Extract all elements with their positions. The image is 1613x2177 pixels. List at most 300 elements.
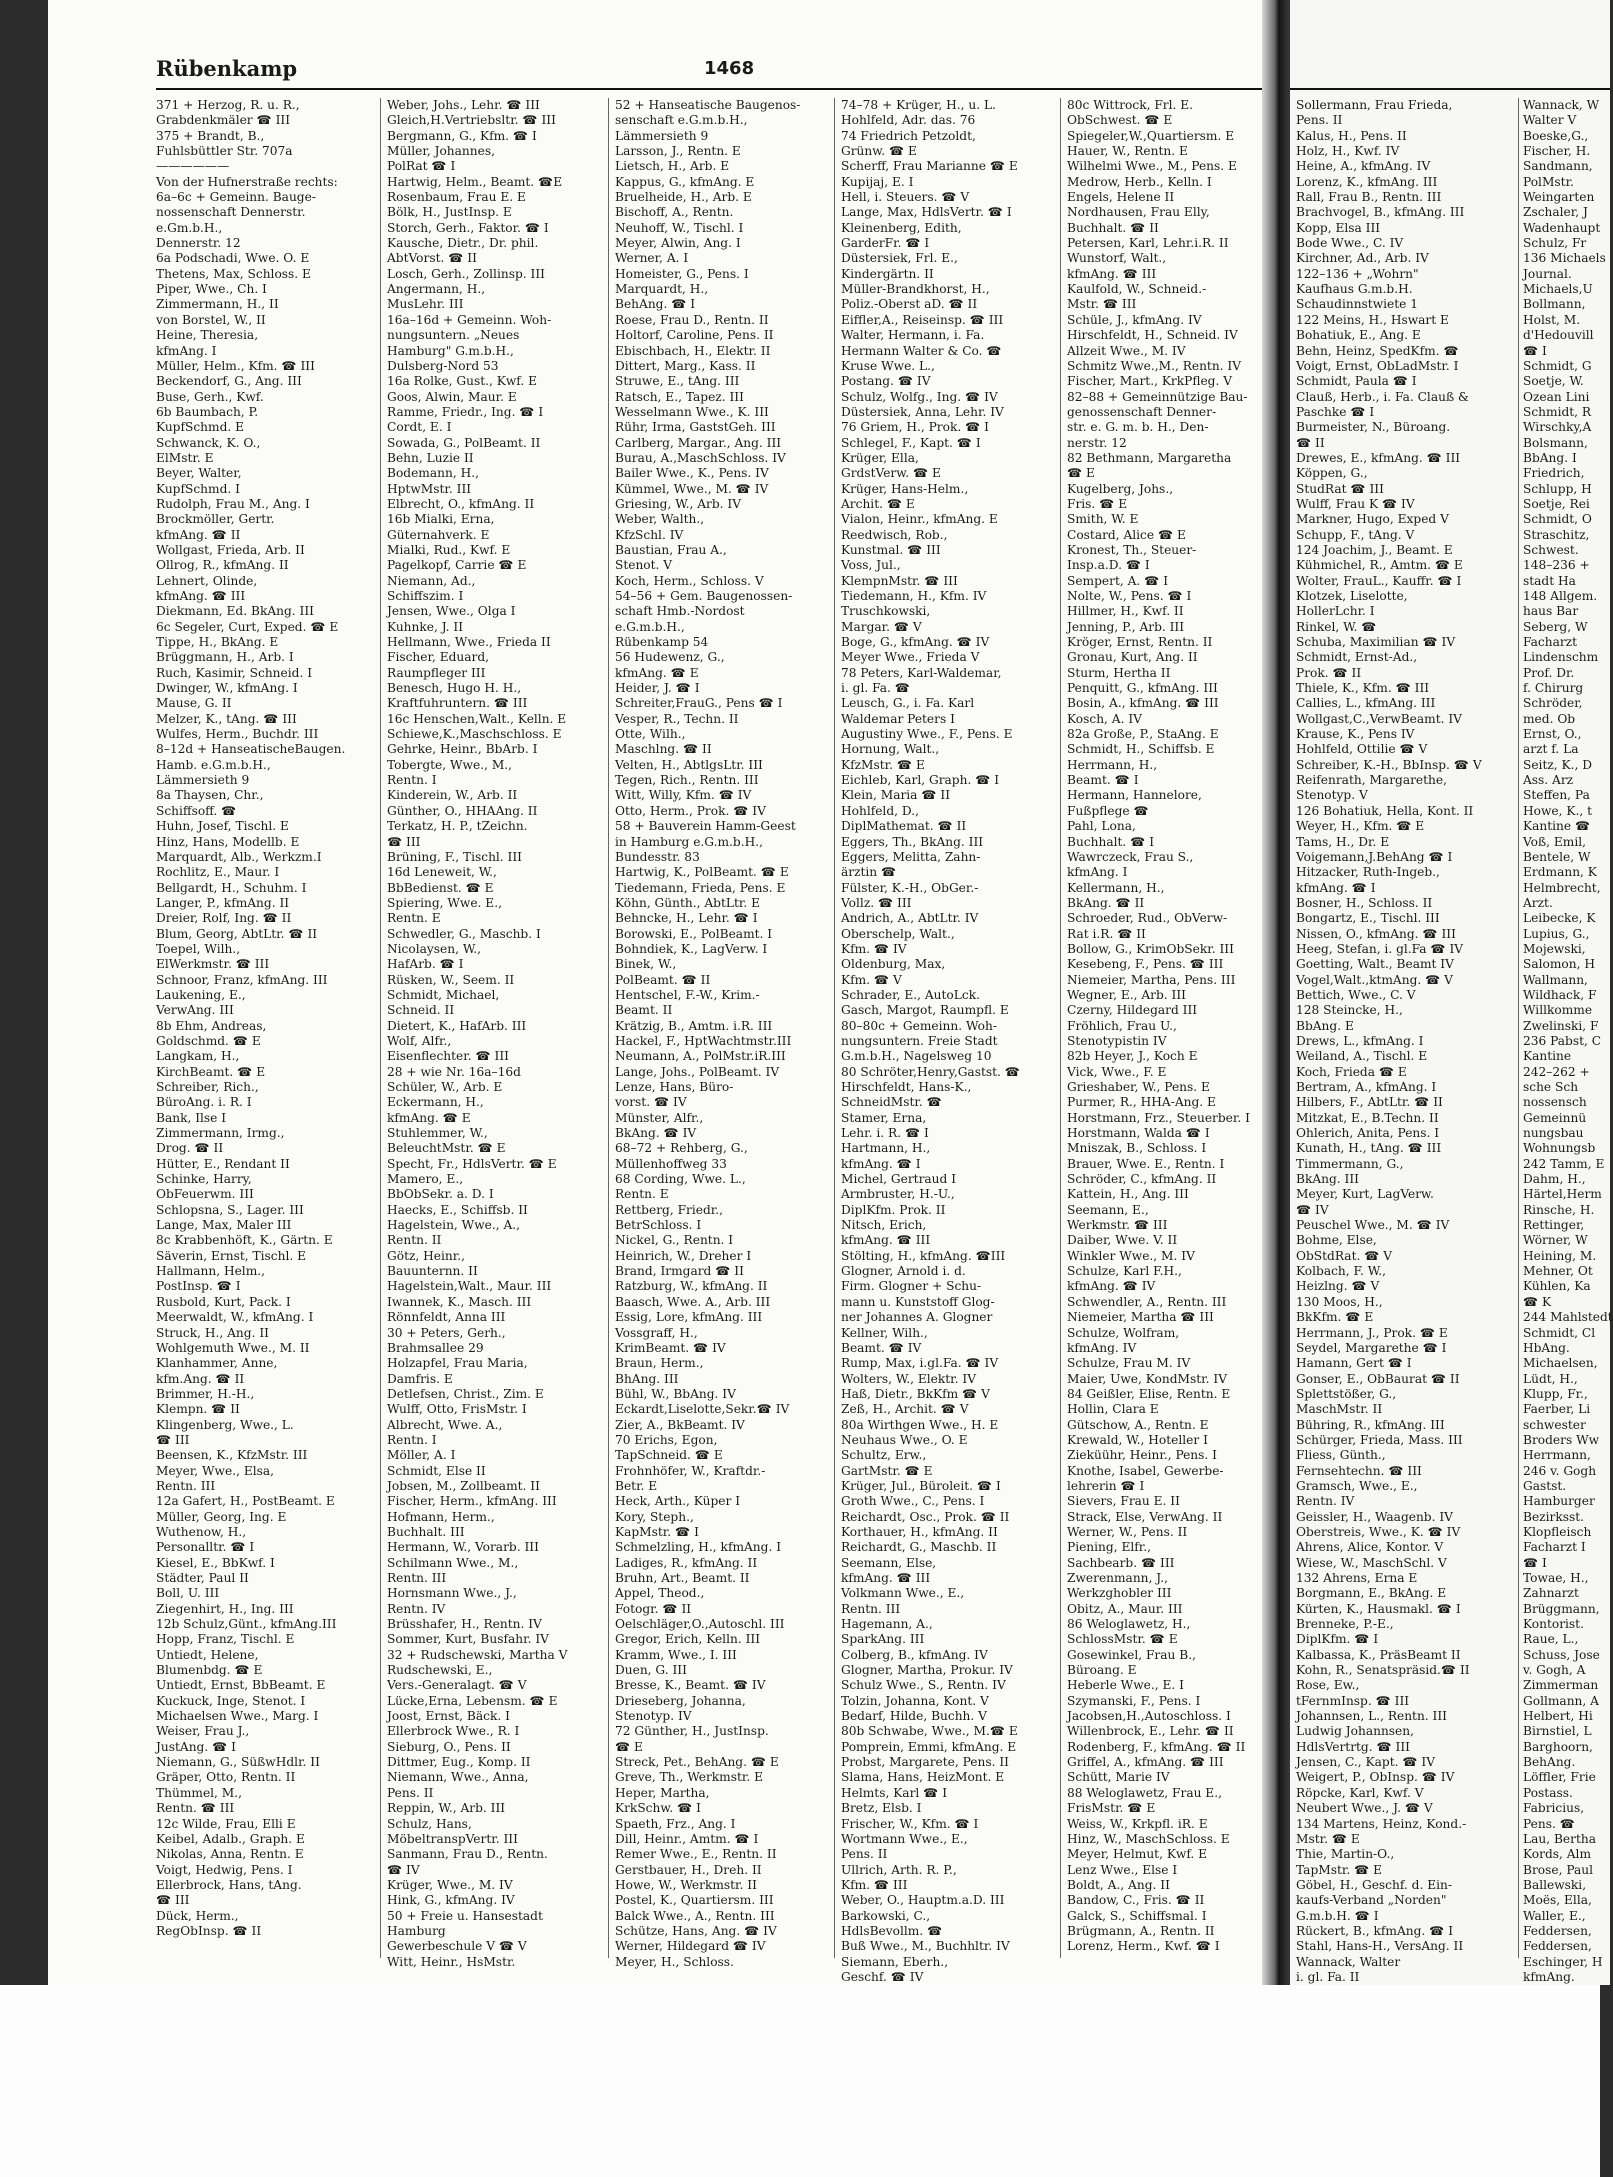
directory-entry: Wollgast, Frieda, Arb. II <box>156 542 305 557</box>
directory-entry: Hartmann, H., <box>841 1141 931 1156</box>
directory-entry: Zier, A., BkBeamt. IV <box>615 1417 745 1432</box>
directory-entry: Rentn. E <box>615 1187 669 1202</box>
directory-entry: Remer Wwe., E., Rentn. II <box>615 1847 777 1862</box>
directory-entry: Hofmann, Herm., <box>387 1509 495 1524</box>
directory-entry: Kronest, Th., Steuer- <box>1067 542 1197 557</box>
directory-entry: Köhn, Günth., AbtLtr. E <box>615 895 760 910</box>
directory-entry: Sanmann, Frau D., Rentn. <box>387 1847 548 1862</box>
directory-entry: Kupijaj, E. I <box>841 174 914 189</box>
directory-entry: Michaels,U <box>1523 282 1593 297</box>
directory-entry: Müller-Brandkhorst, H., <box>841 282 990 297</box>
directory-entry: ☎ III <box>156 1893 190 1908</box>
directory-entry: 371 + Herzog, R. u. R., <box>156 98 300 112</box>
directory-entry: Ohlerich, Anita, Pens. I <box>1296 1126 1440 1141</box>
directory-entry: Griesing, W., Arb. IV <box>615 496 742 511</box>
directory-entry: Rönnfeldt, Anna III <box>387 1310 506 1325</box>
directory-entry: kfmAng. ☎ I <box>841 1156 921 1171</box>
directory-entry: G.m.b.H., Nagelsweg 10 <box>841 1049 992 1064</box>
directory-entry: 242 Tamm, E <box>1523 1156 1605 1171</box>
directory-entry: Beamt. ☎ I <box>1067 773 1139 788</box>
directory-entry: ElWerkmstr. ☎ III <box>156 957 270 972</box>
directory-entry: Kausche, Dietr., Dr. phil. <box>387 236 539 251</box>
directory-entry: Baustian, Frau A., <box>615 542 727 557</box>
directory-entry: Bretz, Elsb. I <box>841 1801 922 1816</box>
directory-entry: Larsson, J., Rentn. E <box>615 144 741 159</box>
directory-entry: Journal. <box>1523 266 1572 281</box>
directory-entry: d'Hedouvill <box>1523 328 1594 343</box>
directory-entry: Schlopsna, S., Lager. III <box>156 1202 304 1217</box>
directory-entry: Ladiges, R., kfmAng. II <box>615 1555 758 1570</box>
directory-entry: Binek, W., <box>615 957 677 972</box>
directory-entry: PostInsp. ☎ I <box>156 1279 241 1294</box>
directory-entry: Wohlgemuth Wwe., M. II <box>156 1340 310 1355</box>
directory-entry: Krüger, Jul., Büroleit. ☎ I <box>841 1478 1001 1493</box>
directory-entry: Allzeit Wwe., M. IV <box>1067 343 1186 358</box>
directory-entry: Braun, Herm., <box>615 1356 704 1371</box>
directory-entry: 52 + Hanseatische Baugenos- <box>615 98 801 112</box>
directory-entry: Eiffler,A., Reiseinsp. ☎ III <box>841 312 1004 327</box>
directory-entry: Hellmann, Wwe., Frieda II <box>387 635 551 650</box>
directory-entry: Fotogr. ☎ II <box>615 1601 692 1616</box>
directory-entry: Ratsch, E., Tapez. III <box>615 389 744 404</box>
directory-entry: Schlegel, F., Kapt. ☎ I <box>841 435 981 450</box>
directory-entry: Detlefsen, Christ., Zim. E <box>387 1386 544 1401</box>
directory-entry: Nikolas, Anna, Rentn. E <box>156 1847 304 1862</box>
directory-entry: KrimBeamt. ☎ IV <box>615 1340 726 1355</box>
directory-entry: Feddersen, <box>1523 1939 1592 1954</box>
directory-entry: Tippe, H., BkAng. E <box>156 635 279 650</box>
directory-entry: schaft Hmb.-Nordost <box>615 604 745 619</box>
directory-entry: Leibecke, K <box>1523 911 1596 926</box>
directory-entry: SchneidMstr. ☎ <box>841 1095 942 1110</box>
directory-entry: Untiedt, Helene, <box>156 1647 259 1662</box>
directory-entry: Kohn, R., Senatspräsid.☎ II <box>1296 1663 1470 1678</box>
directory-entry: tFernmInsp. ☎ III <box>1296 1693 1410 1708</box>
directory-entry: Neuhaus Wwe., O. E <box>841 1432 968 1447</box>
directory-entry: G.m.b.H. ☎ I <box>1296 1908 1379 1923</box>
directory-entry: Hallmann, Helm., <box>156 1264 266 1279</box>
directory-entry: Wannack, W <box>1523 98 1600 112</box>
directory-entry: Boeske,G., <box>1523 128 1589 143</box>
directory-entry: Schinke, Harry, <box>156 1172 252 1187</box>
directory-entry: KrkSchw. ☎ I <box>615 1801 701 1816</box>
directory-entry: Oberstreis, Wwe., K. ☎ IV <box>1296 1524 1461 1539</box>
directory-entry: Hermann, Hannelore, <box>1067 788 1202 803</box>
directory-entry: Kiesel, E., BbKwf. I <box>156 1555 275 1570</box>
directory-entry: 246 v. Gogh <box>1523 1463 1597 1478</box>
directory-entry: Kühmichel, R., Amtm. ☎ E <box>1296 558 1463 573</box>
directory-entry: 50 + Freie u. Hansestadt <box>387 1908 543 1923</box>
directory-entry: 134 Martens, Heinz, Kond.- <box>1296 1816 1467 1831</box>
directory-entry: Rodenberg, F., kfmAng. ☎ II <box>1067 1739 1246 1754</box>
directory-entry: Schmidt, Else II <box>387 1463 486 1478</box>
directory-entry: lehrerin ☎ I <box>1067 1478 1145 1493</box>
directory-entry: Bosin, A., kfmAng. ☎ III <box>1067 696 1219 711</box>
directory-entry: Beensen, K., KfzMstr. III <box>156 1448 308 1463</box>
directory-entry: Kontorist. <box>1523 1617 1584 1632</box>
directory-entry: Friedrich, <box>1523 466 1585 481</box>
directory-entry: Hagelstein, Wwe., A., <box>387 1218 521 1233</box>
directory-entry: Bailer Wwe., K., Pens. IV <box>615 466 769 481</box>
directory-entry: Günther, O., HHAAng. II <box>387 803 538 818</box>
directory-entry: Meyer Wwe., Frieda V <box>841 650 980 665</box>
directory-entry: Hütter, E., Rendant II <box>156 1156 290 1171</box>
directory-entry: Eisenflechter. ☎ III <box>387 1049 509 1064</box>
book-spine <box>1262 0 1290 1985</box>
directory-entry: 54–56 + Gem. Baugenossen- <box>615 589 793 603</box>
directory-entry: Zwerenmann, J., <box>1067 1571 1168 1585</box>
directory-entry: kfmAng. I <box>156 343 217 358</box>
directory-entry: Fris. ☎ E <box>1067 496 1128 511</box>
directory-entry: Sievers, Frau E. II <box>1067 1494 1180 1509</box>
directory-entry: Hollin, Clara E <box>1067 1402 1159 1417</box>
directory-entry: Schulz, Fr <box>1523 236 1587 251</box>
directory-entry: 80b Schwabe, Wwe., M.☎ E <box>841 1724 1018 1739</box>
directory-entry: Tiedemann, H., Kfm. IV <box>841 589 987 603</box>
directory-entry: Beamt. II <box>615 1003 673 1018</box>
directory-entry: Personalltr. ☎ I <box>156 1540 255 1555</box>
directory-entry: Zschaler, J <box>1523 205 1588 220</box>
directory-entry: Lange, Max, HdlsVertr. ☎ I <box>841 205 1012 220</box>
directory-entry: Schröder, <box>1523 696 1583 711</box>
directory-entry: Wadenhaupt <box>1523 220 1601 235</box>
directory-entry: Nickel, G., Rentn. I <box>615 1233 734 1248</box>
directory-entry: 28 + wie Nr. 16a–16d <box>387 1064 521 1079</box>
directory-entry: Brose, Paul <box>1523 1862 1594 1877</box>
directory-entry: Gewerbeschule V ☎ V <box>387 1939 527 1954</box>
directory-entry: kfmAng. ☎ E <box>387 1110 471 1125</box>
directory-entry: Weiland, A., Tischl. E <box>1296 1049 1428 1064</box>
directory-entry: Helmts, Karl ☎ I <box>841 1785 948 1800</box>
directory-entry: Lämmersieth 9 <box>156 773 250 788</box>
directory-entry: Lindenschm <box>1523 650 1599 665</box>
directory-entry: Raumpfleger III <box>387 665 486 680</box>
directory-entry: Probst, Margarete, Pens. II <box>841 1755 1009 1770</box>
directory-entry: Birnstiel, L <box>1523 1724 1592 1739</box>
directory-entry: Broders Ww <box>1523 1432 1600 1447</box>
directory-entry: Schulze, Karl F.H., <box>1067 1264 1182 1279</box>
directory-entry: Smith, W. E <box>1067 512 1139 527</box>
directory-entry: Weiser, Frau J., <box>156 1724 250 1739</box>
directory-entry: Kaufhaus G.m.b.H. <box>1296 282 1413 297</box>
page-header <box>156 56 1246 90</box>
directory-entry: Holz, H., Kwf. IV <box>1296 144 1400 159</box>
directory-entry: Lehnert, Olinde, <box>156 573 258 588</box>
directory-entry: Niemeier, Martha, Pens. III <box>1067 972 1236 987</box>
directory-entry: Specht, Fr., HdlsVertr. ☎ E <box>387 1156 557 1171</box>
directory-entry: Schulz Wwe., S., Rentn. IV <box>841 1678 1006 1693</box>
directory-entry: Voß, Emil, <box>1523 834 1587 849</box>
directory-entry: Voigemann,J.BehAng ☎ I <box>1296 849 1453 864</box>
directory-entry: Bosner, H., Schloss. II <box>1296 895 1433 910</box>
directory-entry: Holtorf, Caroline, Pens. II <box>615 328 774 343</box>
directory-entry: Dittmer, Eug., Komp. II <box>387 1755 531 1770</box>
directory-entry: Nitsch, Erich, <box>841 1218 927 1233</box>
directory-entry: Wildhack, F <box>1523 987 1597 1002</box>
directory-entry: 8b Ehm, Andreas, <box>156 1018 267 1033</box>
directory-entry: 12b Schulz,Günt., kfmAng.III <box>156 1617 337 1632</box>
directory-entry: Kraftfuhruntern. ☎ III <box>387 696 528 711</box>
directory-entry: Rat i.R. ☎ II <box>1067 926 1146 941</box>
directory-entry: Grabdenkmäler ☎ III <box>156 113 291 128</box>
directory-entry: 242–262 + <box>1523 1064 1590 1079</box>
directory-entry: kfmAng. IV <box>1067 1340 1137 1355</box>
directory-entry: Brockmöller, Gertr. <box>156 512 275 527</box>
directory-entry: Schmelzling, H., kfmAng. I <box>615 1540 782 1555</box>
directory-entry: Holst, M. <box>1523 312 1581 327</box>
directory-entry: Rentn. ☎ III <box>156 1801 235 1816</box>
directory-entry: Howe, K., t <box>1523 803 1592 818</box>
directory-entry: Rudolph, Frau M., Ang. I <box>156 496 310 511</box>
directory-entry: ☎ E <box>615 1739 643 1754</box>
directory-entry: PolRat ☎ I <box>387 159 456 174</box>
directory-entry: BkAng. III <box>1296 1172 1359 1187</box>
directory-entry: Gollmann, A <box>1523 1693 1599 1708</box>
directory-entry: Szymanski, F., Pens. I <box>1067 1693 1201 1708</box>
directory-entry: Voigt, Ernst, ObLadMstr. I <box>1296 358 1459 373</box>
directory-entry: ☎ III <box>156 1432 190 1447</box>
directory-entry: Kürten, K., Hausmakl. ☎ I <box>1296 1601 1461 1616</box>
directory-entry: Leusch, G., i. Fa. Karl <box>841 696 975 711</box>
directory-entry: Sowada, G., PolBeamt. II <box>387 435 541 450</box>
directory-entry: Stenotyp. IV <box>615 1709 692 1724</box>
directory-entry: Archit. ☎ E <box>841 496 915 511</box>
directory-entry: nossensch <box>1523 1095 1587 1110</box>
directory-entry: Voss, Jul., <box>841 558 901 573</box>
directory-entry: Sturm, Hertha II <box>1067 665 1171 680</box>
directory-entry: Wesselmann Wwe., K. III <box>615 404 769 419</box>
directory-entry: BeleuchtMstr. ☎ E <box>387 1141 506 1156</box>
directory-entry: Piper, Wwe., Ch. I <box>156 282 267 297</box>
directory-entry: Kümmel, Wwe., M. ☎ IV <box>615 481 769 496</box>
directory-entry: Brüning, F., Tischl. III <box>387 849 523 864</box>
directory-entry: kfmAng. ☎ I <box>1296 880 1376 895</box>
directory-entry: Losch, Gerh., Zollinsp. III <box>387 266 545 281</box>
directory-entry: ☎ I <box>1523 343 1547 358</box>
directory-entry: Krewald, W., Hoteller I <box>1067 1432 1208 1447</box>
directory-entry: Bohme, Else, <box>1296 1233 1377 1248</box>
directory-entry: 16c Henschen,Walt., Kelln. E <box>387 711 567 726</box>
directory-entry: DiplKfm. ☎ I <box>1296 1632 1379 1647</box>
directory-entry: arzt f. La <box>1523 742 1579 757</box>
directory-entry: Lau, Bertha <box>1523 1831 1596 1846</box>
directory-entry: Schmidt, R <box>1523 404 1592 419</box>
directory-entry: kfmAng. ☎ III <box>1067 266 1157 281</box>
directory-entry: ☎ I <box>1523 1555 1547 1570</box>
directory-entry: Scherff, Frau Marianne ☎ E <box>841 159 1018 174</box>
directory-entry: Michaelsen, <box>1523 1356 1598 1371</box>
directory-entry: Krätzig, B., Amtm. i.R. III <box>615 1018 773 1033</box>
directory-entry: Buchhalt. ☎ I <box>1067 834 1155 849</box>
directory-entry: Czerny, Hildegard III <box>1067 1003 1198 1018</box>
directory-entry: 148–236 + <box>1523 558 1590 573</box>
directory-entry: 78 Peters, Karl-Waldemar, <box>841 665 1002 680</box>
directory-entry: 16a–16d + Gemeinn. Woh- <box>387 312 552 327</box>
directory-entry: Paschke ☎ I <box>1296 404 1375 419</box>
directory-entry: Vick, Wwe., F. E <box>1067 1064 1167 1079</box>
directory-entry: Daiber, Wwe. V. II <box>1067 1233 1178 1248</box>
directory-entry: Weber, O., Hauptm.a.D. III <box>841 1893 1005 1908</box>
directory-entry: Lorenz, K., kfmAng. III <box>1296 174 1438 189</box>
directory-entry: Callies, L., kfmAng. III <box>1296 696 1436 711</box>
directory-entry: Fischer, Mart., KrkPfleg. V <box>1067 374 1233 389</box>
directory-entry: 6a–6c + Gemeinn. Bauge- <box>156 190 316 205</box>
directory-entry: Geissler, H., Waagenb. IV <box>1296 1509 1453 1524</box>
directory-entry: Herrmann, J., Prok. ☎ E <box>1296 1325 1448 1340</box>
directory-entry: Gastst. <box>1523 1478 1567 1493</box>
directory-entry: 68 Cording, Wwe. L., <box>615 1172 746 1187</box>
directory-entry: Wilhelmi Wwe., M., Pens. E <box>1067 159 1237 174</box>
directory-entry: Brügmann, A., Rentn. II <box>1067 1923 1215 1938</box>
directory-entry: Lorenz, Herm., Kwf. ☎ I <box>1067 1939 1220 1954</box>
directory-entry: 16d Leneweit, W., <box>387 865 497 880</box>
directory-entry: Behn, Heinz, SpedKfm. ☎ <box>1296 343 1459 358</box>
directory-entry: 6a Podschadi, Wwe. O. E <box>156 251 310 266</box>
directory-entry: Spiering, Wwe. E., <box>387 895 502 910</box>
directory-entry: Klopfleisch <box>1523 1524 1592 1539</box>
directory-entry: Sollermann, Frau Frieda, <box>1296 98 1453 112</box>
directory-entry: Bergmann, G., Kfm. ☎ I <box>387 128 537 143</box>
directory-entry: Schmidt, G <box>1523 358 1592 373</box>
directory-entry: Sandmann, <box>1523 159 1593 174</box>
header-rule <box>156 88 1276 90</box>
directory-entry: Rusbold, Kurt, Pack. I <box>156 1294 291 1309</box>
directory-entry: Pahl, Lona, <box>1067 819 1136 834</box>
directory-entry: Augustiny Wwe., F., Pens. E <box>841 727 1013 742</box>
directory-entry: 82a Große, P., StaAng. E <box>1067 727 1219 742</box>
directory-entry: genossenschaft Denner- <box>1067 404 1217 419</box>
directory-entry: Slama, Hans, HeizMont. E <box>841 1770 1005 1785</box>
directory-entry: ☎ E <box>1067 466 1095 481</box>
directory-entry: Drieseberg, Johanna, <box>615 1693 746 1708</box>
directory-entry: i. gl. Fa. II <box>1296 1969 1360 1984</box>
directory-entry: 8c Krabbenhöft, K., Gärtn. E <box>156 1233 333 1248</box>
directory-entry: Ramme, Friedr., Ing. ☎ I <box>387 404 544 419</box>
directory-entry: 12a Gafert, H., PostBeamt. E <box>156 1494 335 1509</box>
directory-entry: Mstr. ☎ III <box>1067 297 1137 312</box>
directory-entry: Seemann, Else, <box>841 1555 937 1570</box>
directory-entry: Groth Wwe., C., Pens. I <box>841 1494 985 1509</box>
directory-entry: Ballewski, <box>1523 1877 1587 1892</box>
directory-entry: Fabricius, <box>1523 1801 1585 1816</box>
directory-entry: Schulz, Hans, <box>387 1816 472 1831</box>
directory-entry: Pomprein, Emmi, kfmAng. E <box>841 1739 1017 1754</box>
directory-entry: 80a Wirthgen Wwe., H. E <box>841 1417 999 1432</box>
directory-entry: Colberg, B., kfmAng. IV <box>841 1647 988 1662</box>
directory-entry: Mehner, Ot <box>1523 1264 1593 1279</box>
directory-entry: Galck, S., Schiffsmal. I <box>1067 1908 1207 1923</box>
directory-entry: Brüsshafer, H., Rentn. IV <box>387 1617 542 1632</box>
directory-entry: Bertram, A., kfmAng. I <box>1296 1080 1437 1094</box>
directory-entry: kfmAng. <box>1523 1969 1575 1984</box>
directory-entry: Wunstorf, Walt., <box>1067 251 1167 266</box>
directory-entry: Thümmel, M., <box>156 1785 243 1800</box>
directory-entry: Kaulfold, W., Schneid.- <box>1067 282 1207 297</box>
directory-entry: Krause, K., Pens IV <box>1296 727 1415 742</box>
directory-entry: Eschinger, H <box>1523 1954 1603 1969</box>
directory-entry: Düstersiek, Anna, Lehr. IV <box>841 404 1004 419</box>
directory-entry: Bongartz, E., Tischl. III <box>1296 911 1440 926</box>
directory-entry: 58 + Bauverein Hamm-Geest <box>615 819 796 834</box>
directory-entry: med. Ob <box>1523 711 1576 726</box>
directory-entry: Langer, P., kfmAng. II <box>156 895 290 910</box>
directory-entry: Bresse, K., Beamt. ☎ IV <box>615 1678 766 1693</box>
directory-entry: Willkomme <box>1523 1003 1593 1018</box>
directory-entry: Neuhoff, W., Tischl. I <box>615 220 744 235</box>
directory-entry: in Hamburg e.G.m.b.H., <box>615 834 763 849</box>
directory-entry: 74–78 + Krüger, H., u. L. <box>841 98 996 112</box>
directory-entry: Keibel, Adalb., Graph. E <box>156 1831 305 1846</box>
directory-entry: Stölting, H., kfmAng. ☎III <box>841 1248 1006 1263</box>
directory-entry: Bohatiuk, E., Ang. E <box>1296 328 1421 343</box>
directory-entry: ☎ IV <box>1296 1202 1329 1217</box>
directory-entry: Brahmsallee 29 <box>387 1340 484 1355</box>
directory-entry: Münster, Alfr., <box>615 1110 704 1125</box>
directory-entry: Reichardt, G., Maschb. II <box>841 1540 997 1555</box>
directory-entry: StudRat ☎ III <box>1296 481 1384 496</box>
directory-entry: Ass. Arz <box>1523 773 1574 788</box>
directory-entry: Lämmersieth 9 <box>615 128 709 143</box>
directory-entry: Bölk, H., JustInsp. E <box>387 205 512 220</box>
directory-entry: Gonser, E., ObBaurat ☎ II <box>1296 1371 1460 1386</box>
directory-entry: Hirschfeldt, H., Schneid. IV <box>1067 328 1238 343</box>
directory-entry: Gosewinkel, Frau B., <box>1067 1647 1196 1662</box>
directory-entry: Schmidt, Ernst-Ad., <box>1296 650 1418 665</box>
directory-entry: Thiele, K., Kfm. ☎ III <box>1296 681 1430 696</box>
directory-entry: Andrich, A., AbtLtr. IV <box>841 911 979 926</box>
directory-entry: nungsuntern. Freie Stadt <box>841 1033 998 1048</box>
directory-entry: Kunath, H., tAng. ☎ III <box>1296 1141 1442 1156</box>
directory-entry: Schuss, Jose <box>1523 1647 1600 1662</box>
directory-entry: 86 Weloglawetz, H., <box>1067 1617 1191 1632</box>
directory-entry: ☎ II <box>1296 435 1325 450</box>
directory-entry: Klotzek, Liselotte, <box>1296 589 1408 603</box>
directory-entry: Fülster, K.-H., ObGer.- <box>841 880 979 895</box>
directory-entry: DiplKfm. Prok. II <box>841 1202 946 1217</box>
directory-entry: Götz, Heinr., <box>387 1248 465 1263</box>
directory-entry: Barghoorn, <box>1523 1739 1593 1754</box>
directory-entry: KupfSchmd. I <box>156 481 240 496</box>
directory-entry: kaufs-Verband „Norden" <box>1296 1893 1447 1908</box>
directory-entry: Schultz, Erw., <box>841 1448 927 1463</box>
directory-entry: Zimmerman <box>1523 1678 1599 1693</box>
next-page-column-2 <box>1518 98 1613 1984</box>
directory-entry: Brüggmann, H., Arb. I <box>156 650 294 665</box>
directory-entry: Vers.-Generalagt. ☎ V <box>387 1678 527 1693</box>
directory-entry: Hamburg <box>387 1923 446 1938</box>
directory-entry: Hinz, Hans, Modellb. E <box>156 834 300 849</box>
directory-entry: Boll, U. III <box>156 1586 220 1601</box>
directory-entry: Waller, E., <box>1523 1908 1586 1923</box>
directory-entry: Piening, Elfr., <box>1067 1540 1151 1555</box>
directory-page <box>48 0 1270 1985</box>
directory-entry: Bühl, W., BbAng. IV <box>615 1386 736 1401</box>
directory-entry: Hentschel, F.-W., Krim.- <box>615 987 760 1002</box>
directory-entry: Ellerbrock, Hans, tAng. <box>156 1877 302 1892</box>
directory-entry: Weber, Johs., Lehr. ☎ III <box>387 98 540 112</box>
directory-entry: Waldemar Peters I <box>841 711 955 726</box>
directory-entry: 82b Heyer, J., Koch E <box>1067 1049 1198 1064</box>
directory-entry: Eichleb, Karl, Graph. ☎ I <box>841 773 1000 788</box>
directory-entry: Langkam, H., <box>156 1049 240 1064</box>
directory-entry: kfmAng. I <box>1067 865 1128 880</box>
directory-entry: HdlsBevollm. ☎ <box>841 1923 943 1938</box>
directory-entry: 80c Wittrock, Frl. E. <box>1067 98 1194 112</box>
directory-entry: Streck, Pet., BehAng. ☎ E <box>615 1755 779 1770</box>
directory-entry: Fischer, H. <box>1523 144 1591 159</box>
directory-entry: Medrow, Herb., Kelln. I <box>1067 174 1212 189</box>
directory-entry: Seemann, E., <box>1067 1202 1149 1217</box>
